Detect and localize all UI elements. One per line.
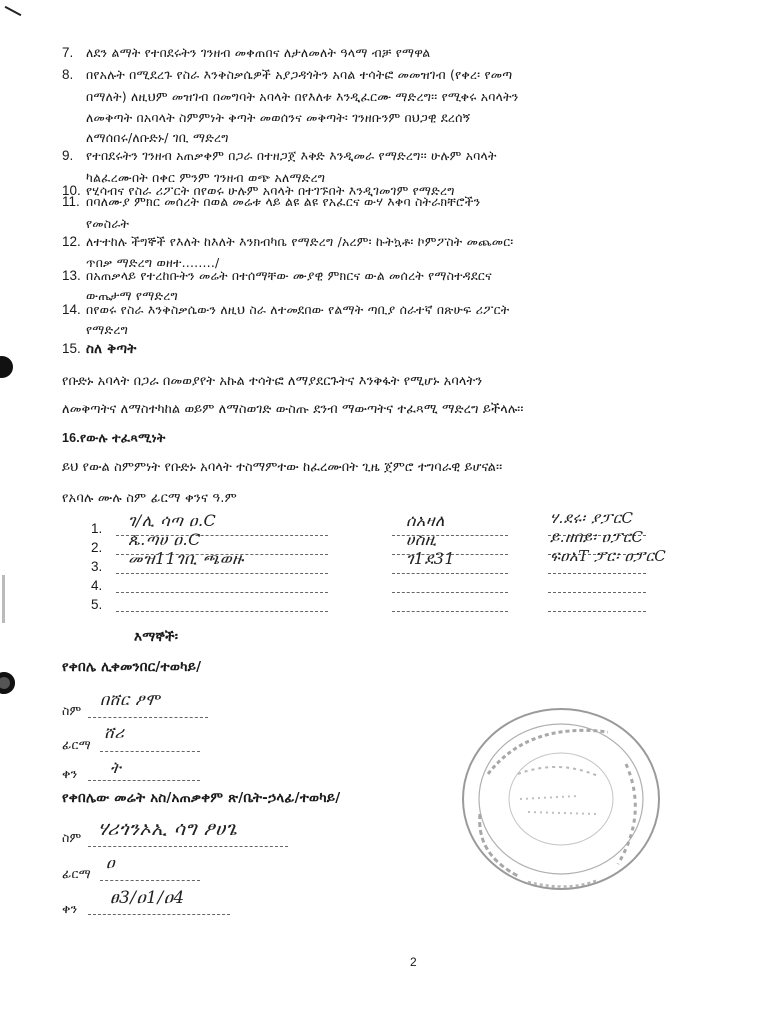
member-date-line [548,611,646,612]
section-16-number: 16. [62,431,80,445]
item-number: 13. [62,268,81,283]
chairman-name-label: ስም [62,703,82,718]
member-sign-line [392,611,508,612]
item-text-line: ውጤታማ የማድረግ [86,288,178,303]
member-date-handwritten: ፍዐአT ፓር፡ ዐፓርC [550,547,667,565]
member-date-handwritten: ይ.ዘበይ፡ ዐፓርC [550,528,644,546]
section-16-heading [62,430,165,446]
item-text-line: የመስራት [86,216,130,231]
member-name-line [116,592,328,593]
land-office-date-label: ቀን [62,901,78,916]
punch-hole-top [0,356,13,378]
member-date-handwritten: ሃ.ደሩ፡ ያፓርC [550,509,634,527]
item-text-line: በየወሩ የስራ እንቅስቃሴውን ለዚህ ስራ ለተመደበው የልማት ጣቢያ ሰራተኛ በጽሁፍ ሪፖርት [86,302,510,317]
item-number: 8. [62,67,74,82]
penalty-paragraph-line-2: ለመቅጣትና ለማስተካከል ወይም ለማስወገድ ውስጡ ደንብ ማውጣትና ተፈጻሚ ማድረግ ይችላሉ፡፡ [62,402,524,417]
item-text-line: ስለ ቅጣት [86,341,137,357]
member-number: 5. [91,597,103,612]
item-text-line: በየአሉት በሚደረጉ የስራ እንቅስቃሴዎች አያጋዳጎትን አባል ተሳትፎ መመዝገብ (የቀረ፡ የመጣ [86,67,513,82]
member-sign-line [392,592,508,593]
item-text-line: የማድረግ [86,322,129,337]
land-office-sign-line [100,880,200,881]
member-number: 1. [91,521,103,536]
item-number: 7. [62,45,74,60]
item-number: 14. [62,302,81,317]
member-name-line [116,611,328,612]
member-name-handwritten: መዝ11ገቢ ጫወዙ [128,549,244,568]
item-text-line: ለማሰበሩ/ለቡድኑ/ ገቢ ማድረግ [86,130,229,145]
item-text-line: በአጠቃላይ የተረከቡትን መሬት በተሰማቸው ሙያዊ ምክርና ውል መሰረት የማስተዳደርና [86,268,492,283]
item-number: 11. [62,194,80,209]
member-date-line [548,592,646,593]
chairman-signature: ሸሪ [104,723,125,742]
item-text-line: የሂሳብና የስራ ሪፖርት በየወሩ ሁሉም አባላት በተገኙበት እንዲገመገም የማድረግ [86,183,455,198]
member-name-handwritten: ገ/ሊ ሳጣ ዐ.C [128,511,217,530]
member-signature: ሰአዛለ [406,511,445,530]
member-name-line [116,573,328,574]
land-office-name-label: ስም [62,830,82,845]
witnesses-heading: እማኞች፡ [134,629,179,645]
member-name-handwritten: ጴ.ጣሀ ዐ.C [128,530,201,549]
member-signature: ገ1ደ31 [406,549,456,568]
land-office-title: የቀበሌው መሬት አስ/አጠቃቀም ጽ/ቤት-ኃላፊ/ተወካይ/ [62,790,341,806]
land-office-name-line [88,846,288,847]
effectiveness-paragraph: ይህ የውል ስምምነት የቡድኑ አባላት ተስማምተው ከፈረሙበት ጊዜ ጀምሮ ተግባራዊ ይሆናል፡፡ [62,460,503,475]
item-text-line: ለደን ልማት የተበደሩትን ገንዘብ መቀጠበና ለታለመለት ዓላማ ብቻ የማዋል [86,45,431,60]
chairman-sign-line [100,751,200,752]
chairman-name-handwritten: በሸር ፆሞ [100,690,161,709]
member-number: 3. [91,559,103,574]
member-sign-line [392,573,508,574]
item-text-line: ካልፈረሙበት በቀር ምንም ገንዘብ ወጭ አለማድረግ [86,170,326,185]
land-office-sign-label: ፊርማ [62,866,91,881]
item-number: 9. [62,148,74,163]
penalty-paragraph-line-1: የቡድኑ አባላት በጋራ በመወያየት አኩል ተሳትፎ ለማያደርጉትና እንቅፋት የሚሆኑ አባላትን [62,374,483,389]
item-number: 15. [62,341,81,356]
chairman-title: የቀበሌ ሊቀመንበር/ተወካይ/ [62,659,202,675]
land-office-date: ፀ3/ዐ1/ዐ4 [110,888,185,908]
official-stamp [458,704,664,894]
stamp-seal-graphic [458,704,664,894]
punch-hole-bottom [0,672,15,694]
section-16-title: የውሉ ተፈጻሚነት [79,430,166,445]
chairman-date-label: ቀን [62,766,78,781]
chairman-date-line [88,780,200,781]
item-text-line: በማለት) ለዚህም መዝገብ በመግባት አባላት በየእለቱ እንዲፈርሙ ማድረግ፡፡ የሚቀሩ አባላትን [86,89,519,104]
corner-mark [5,6,22,16]
chairman-name-line [88,717,208,718]
land-office-date-line [88,914,230,915]
item-text-line: በባለሙያ ምክር መሰረት በወል መሬቱ ላይ ልዩ ልዩ የአፈርና ውሃ እቀባ ስትራክቸሮችን [86,194,481,209]
item-text-line: ጥበቃ ማድረግ ወዘተ......../ [86,255,220,270]
item-number: 10. [62,183,81,198]
land-office-signature: ዐ [106,853,116,872]
item-text-line: ለተተከሉ ችግኞች የእለት ከእለት እንክብካቤ የማድረግ /አረም፡ ኩትኳቶ፡ ኮምፖስት መጨመር፡ [86,234,514,249]
item-number: 12. [62,234,81,249]
land-office-name-handwritten: ሃሪጎንኦኢ ሳግ ፆሀጌ [98,818,238,840]
chairman-date: ት [110,758,122,777]
members-heading: የአባሉ ሙሉ ስም ፊርማ ቀንና ዓ.ም [62,491,237,506]
member-number: 4. [91,578,103,593]
page-number: 2 [410,955,417,969]
member-signature: ሀስዚ [406,530,437,549]
member-number: 2. [91,540,103,555]
item-text-line: የተበደሩትን ገንዘብ አጠቃቀም በጋራ በተዘጋጀ እቅድ እንዲመራ የማድረግ፡፡ ሁሉም አባላት [86,148,497,163]
item-text-line: ለመቅጣት በአባላት ስምምነት ቅጣት መወሰንና መቅጣት፡ ገንዘቡንም በህጋዊ ደረሰኝ [86,110,471,125]
chairman-sign-label: ፊርማ [62,737,91,752]
page-edge-mark [2,575,5,623]
member-date-line [548,573,646,574]
